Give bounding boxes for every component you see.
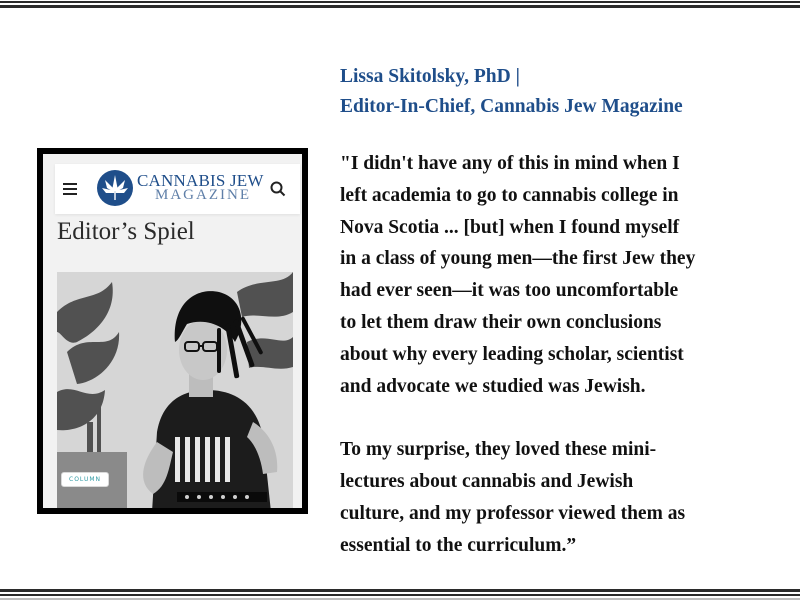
top-border-rule (0, 0, 800, 10)
quote-line: about why every leading scholar, scientist (340, 343, 684, 365)
menu-icon (63, 183, 79, 195)
quote-line: Nova Scotia ... [but] when I found myself (340, 216, 680, 238)
quote-line: To my surprise, they loved these mini- (340, 439, 657, 461)
quote-line: lectures about cannabis and Jewish (340, 470, 634, 492)
quote-line: in a class of young men—the first Jew they (340, 248, 696, 270)
quote-line: essential to the curriculum.” (340, 534, 577, 556)
quote-line: "I didn't have any of this in mind when I (340, 153, 680, 174)
author-byline (340, 62, 780, 122)
quote-line: left academia to go to cannabis college in (340, 184, 679, 206)
logo-subtitle: MAGAZINE (155, 187, 251, 203)
magazine-screenshot (37, 148, 308, 514)
column-badge: COLUMN (61, 472, 109, 487)
logo-title: CANNABIS JEW (137, 171, 264, 190)
article-heading: Editor’s Spiel (57, 218, 195, 245)
bottom-border-rule (0, 588, 800, 600)
author-name: Lissa Skitolsky, PhD | (340, 66, 520, 87)
author-title: Editor-In-Chief, Cannabis Jew Magazine (340, 96, 683, 117)
quote-line: had ever seen—it was too uncomfortable (340, 280, 679, 302)
quote-line: to let them draw their own conclusions (340, 311, 662, 333)
magazine-header (55, 164, 300, 214)
quote-line: culture, and my professor viewed them as (340, 502, 686, 524)
editor-quote (340, 148, 780, 561)
quote-line: and advocate we studied was Jewish. (340, 375, 646, 397)
cannabis-leaf-logo-icon (95, 168, 135, 208)
search-icon (269, 180, 287, 198)
